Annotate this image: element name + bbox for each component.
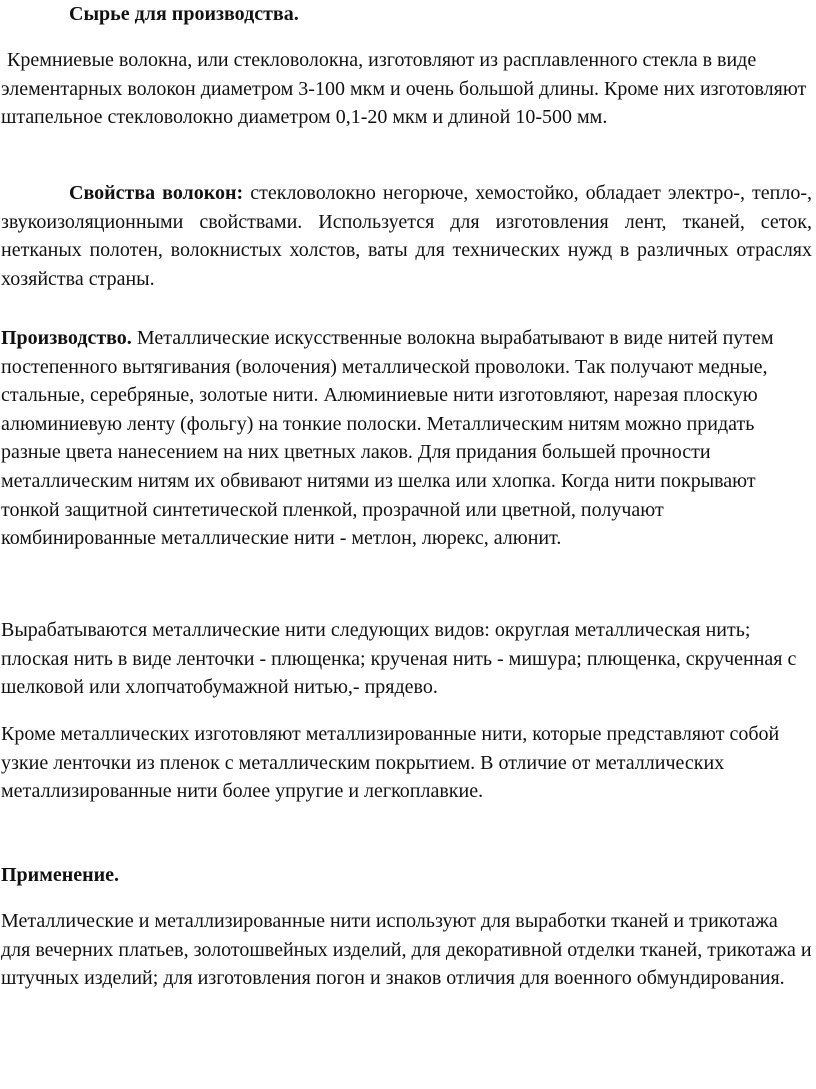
- paragraph-thread-types: Вырабатываются металлические нити следующих видов: округлая металлическая нить; плоская нить в виде ленточки - плющенка; крученая нить - мишура; плющенка, скрученная с шелковой или хлопчатобумажной нитью,- прядево.: [1, 619, 797, 699]
- paragraph-properties: [1, 179, 812, 293]
- text-production: Металлические искусственные волокна вырабатывают в виде нитей путем постепенного вытягивания (волочения) металлической проволоки. Так получают медные, стальные, серебряные, золотые нити. Алюминиевые нити изготовляют, нарезая плоскую алюминиевую ленту (фольгу) на тонкие полоски. Металлическим нитям можно придать разные цвета нанесением на них цветных лаков. Для придания большей прочности металлическим нитям их обвивают нитями из шелка или хлопка. Когда нити покрывают тонкой защитной синтетической пленкой, прозрачной или цветной, получают комбинированные металлические нити - метлон, люрекс, алюнит.: [1, 327, 774, 550]
- heading-raw-materials: Сырье для производства.: [69, 3, 299, 25]
- text-properties: стекловолокно негорюче, хемостойко, обладает электро-, тепло-, звукоизоляционными свойствами. Используется для изготовления лент, тканей, сеток, нетканых полотен, волокнистых холстов, ваты для технических нужд в различных отраслях хозяйства страны.: [1, 182, 812, 290]
- label-properties: Свойства волокон:: [69, 182, 244, 204]
- heading-application: Применение.: [1, 864, 120, 886]
- paragraph-metallized-threads: Кроме металлических изготовляют металлизированные нити, которые представляют собой узкие ленточки из пленок с металлическим покрытием. В отличие от металлических металлизированные нити более упругие и легкоплавкие.: [1, 723, 780, 803]
- paragraph-application: Металлические и металлизированные нити используют для выработки тканей и трикотажа для вечерних платьев, золотошвейных изделий, для декоративной отделки тканей, трикотажа и штучных изделий; для изготовления погон и знаков отличия для военного обмундирования.: [1, 910, 812, 990]
- label-production: Производство.: [1, 327, 132, 349]
- paragraph-fiberglass: Кремниевые волокна, или стекловолокна, изготовляют из расплавленного стекла в виде элементарных волокон диаметром 3-100 мкм и очень большой длины. Кроме них изготовляют штапельное стекловолокно диаметром 0,1-20 мкм и длиной 10-500 мм.: [1, 49, 807, 129]
- paragraph-production: [1, 324, 812, 553]
